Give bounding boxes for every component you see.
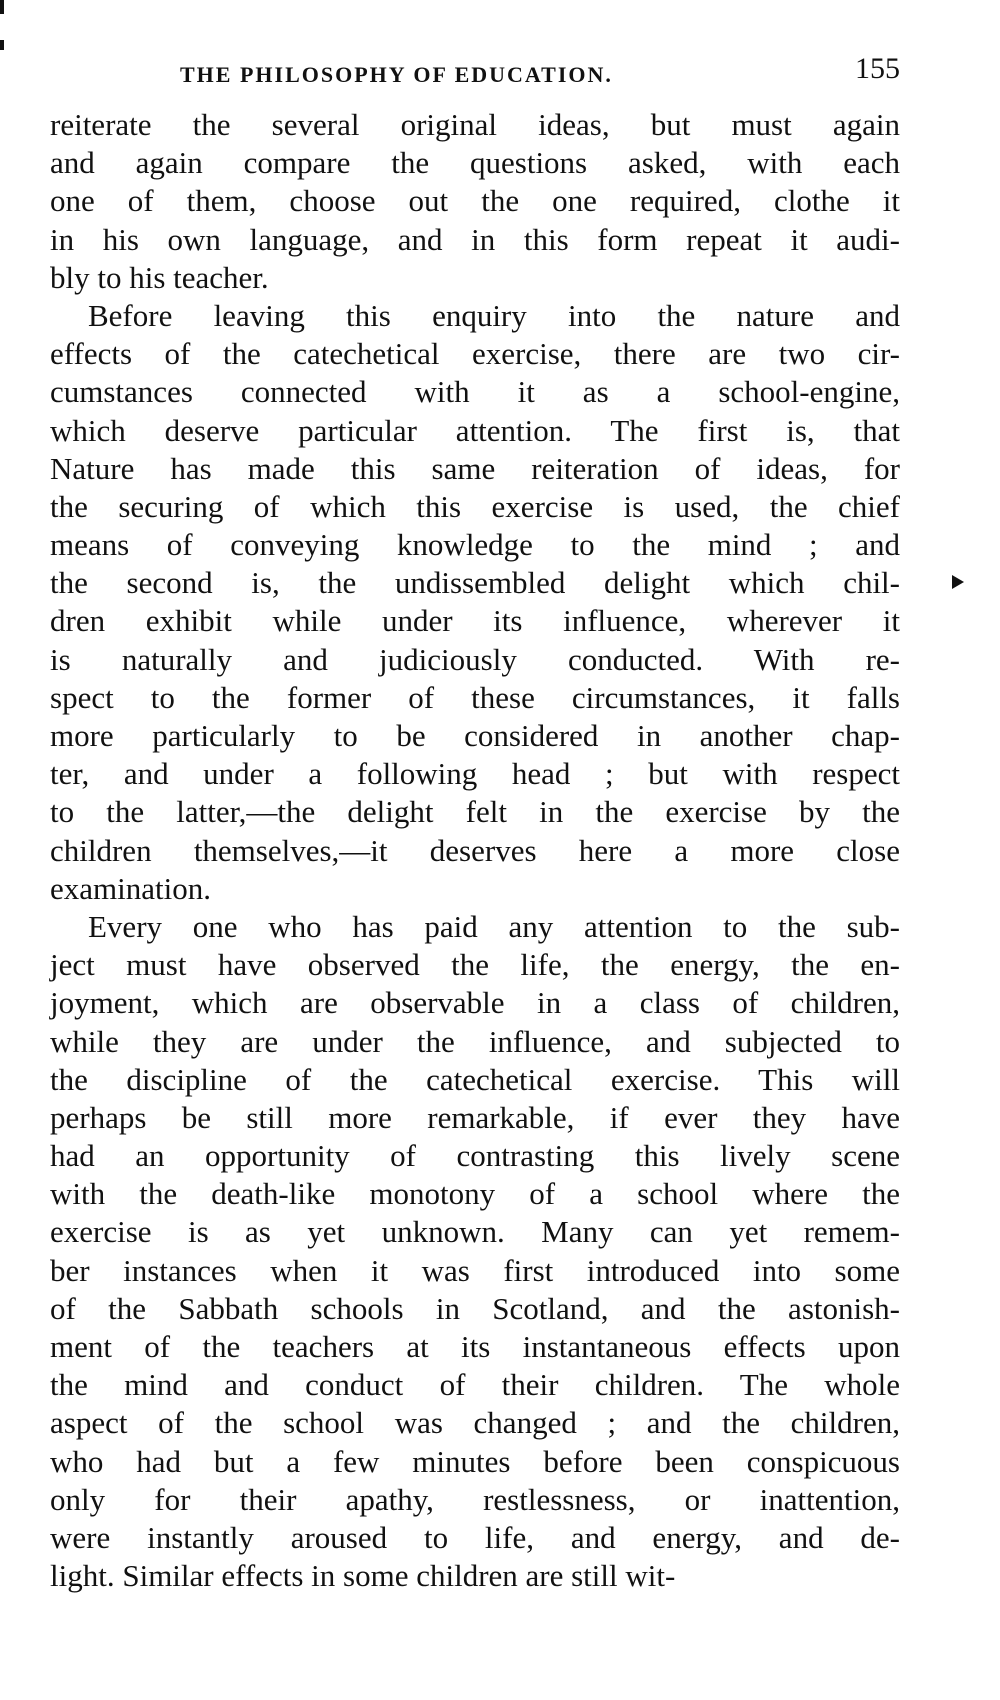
text-line: one of them, choose out the one required, clothe it [50,183,900,219]
page-header [50,52,900,92]
text-line: who had but a few minutes before been conspicuous [50,1443,900,1479]
text-line: examination. [50,870,211,906]
text-line: joyment, which are observable in a class of children, [50,985,900,1021]
text-line: more particularly to be considered in another chap- [50,718,900,753]
text-line: Every one who has paid any attention to the sub- [88,908,900,944]
text-line: effects of the catechetical exercise, there are two cir- [50,336,900,372]
text-line: means of conveying knowledge to the mind ; and [50,527,900,563]
text-line: bly to his teacher. [50,259,269,295]
paragraph [50,297,900,908]
paragraph [50,908,900,1595]
text-line: aspect of the school was changed ; and the children, [50,1405,900,1441]
edge-mark-lower [0,40,4,50]
text-line: had an opportunity of contrasting this lively scene [50,1138,900,1174]
text-line: and again compare the questions asked, with each [50,145,900,181]
text-line: the securing of which this exercise is used, the chief [50,488,900,524]
text-line: light. Similar effects in some children are still wit- [50,1558,676,1594]
text-line: in his own language, and in this form repeat it audi- [50,221,900,257]
text-line: were instantly aroused to life, and energy, and de- [50,1519,900,1555]
text-line: while they are under the influence, and subjected to [50,1023,900,1059]
text-line: of the Sabbath schools in Scotland, and the astonish- [50,1290,900,1326]
running-title: THE PHILOSOPHY OF EDUCATION. [180,62,613,87]
page-number: 155 [855,52,900,85]
text-line: ject must have observed the life, the energy, the en- [50,947,900,983]
text-line: spect to the former of these circumstances, it falls [50,679,900,715]
text-line: the second is, the undissembled delight which chil- [50,565,900,601]
text-line: children themselves,—it deserves here a more close [50,832,900,868]
text-line: cumstances connected with it as a school-engine, [50,374,900,410]
text-line: with the death-like monotony of a school where the [50,1176,900,1212]
text-line: ment of the teachers at its instantaneous effects upon [50,1329,900,1364]
text-line: exercise is as yet unknown. Many can yet remem- [50,1214,900,1250]
text-line: ber instances when it was first introduced into some [50,1252,900,1288]
text-line: dren exhibit while under its influence, wherever it [50,603,900,639]
text-line: the discipline of the catechetical exercise. This will [50,1061,900,1097]
paragraph [50,106,900,297]
text-line: perhaps be still more remarkable, if ever they have [50,1099,900,1135]
text-line: only for their apathy, restlessness, or inattention, [50,1481,900,1517]
margin-pointer-mark [952,575,964,589]
body-text [50,106,900,1595]
text-line: Nature has made this same reiteration of ideas, for [50,450,900,486]
text-line: to the latter,—the delight felt in the exercise by the [50,794,900,830]
text-line: ter, and under a following head ; but with respect [50,756,900,792]
edge-mark [0,0,4,14]
text-line: is naturally and judiciously conducted. With re- [50,641,900,677]
text-line: which deserve particular attention. The first is, that [50,412,900,448]
text-line: the mind and conduct of their children. The whole [50,1367,900,1403]
text-line: reiterate the several original ideas, but must again [50,107,900,142]
text-line: Before leaving this enquiry into the nature and [88,297,900,333]
